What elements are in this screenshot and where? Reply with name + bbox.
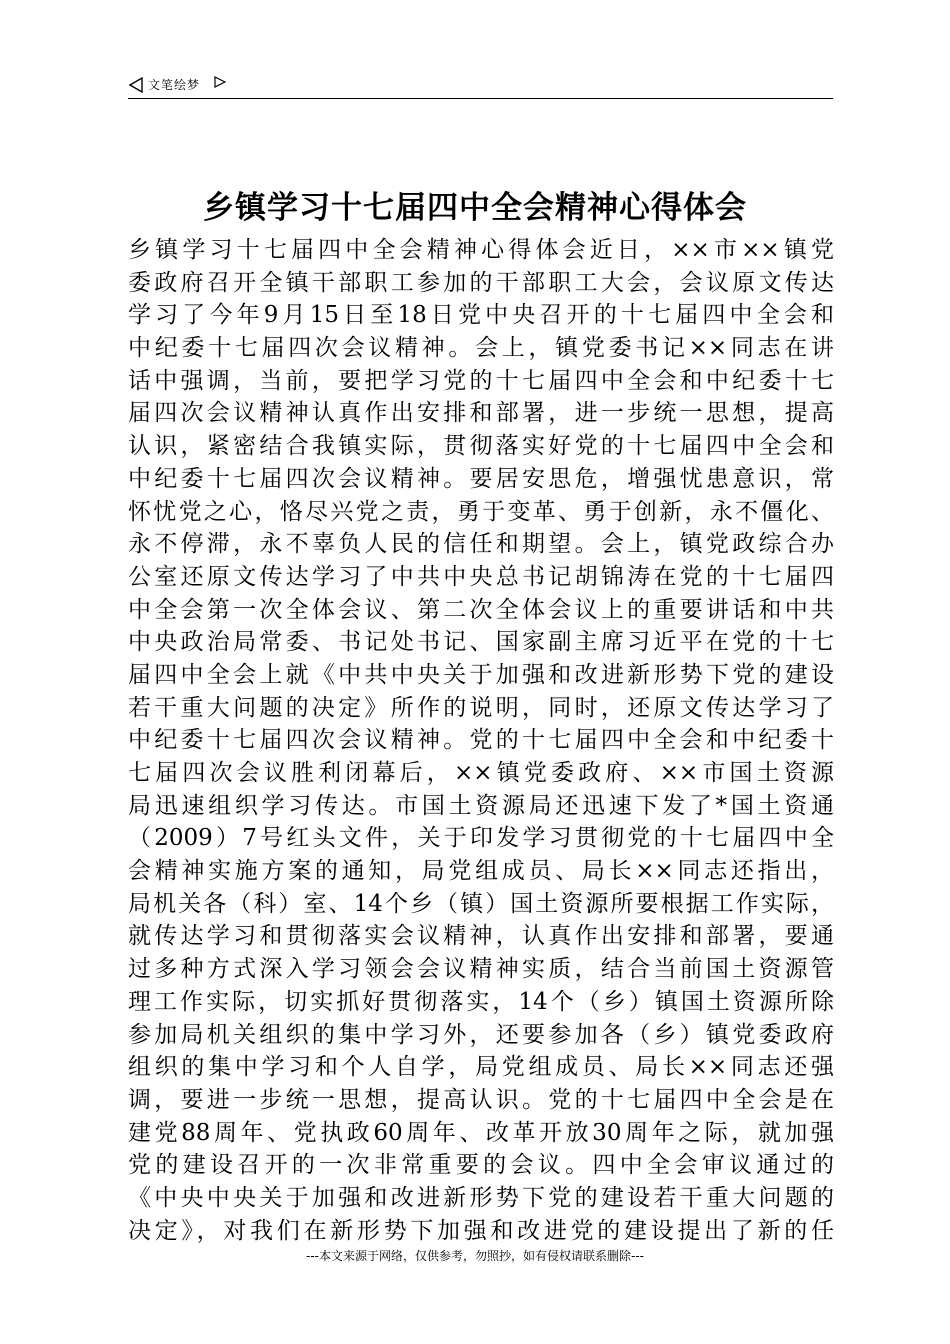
body-line: 学习了今年9月15日至18日党中央召开的十七届四中全会和	[128, 302, 834, 329]
body-line: 中纪委十七届四次会议精神。党的十七届四中全会和中纪委十	[128, 727, 834, 754]
document-body	[128, 234, 834, 1247]
document-title: 乡镇学习十七届四中全会精神心得体会	[203, 190, 747, 226]
body-line: 中纪委十七届四次会议精神。要居安思危，增强忧患意识，常	[128, 465, 834, 492]
body-line: 永不停滞，永不辜负人民的信任和期望。会上，镇党政综合办	[128, 531, 834, 558]
body-line: 中纪委十七届四次会议精神。会上，镇党委书记××同志在讲	[128, 335, 834, 362]
body-line: 理工作实际，切实抓好贯彻落实，14个（乡）镇国土资源所除	[128, 988, 834, 1015]
body-line: 决定》，对我们在新形势下加强和改进党的建设提出了新的任	[128, 1217, 834, 1244]
body-line: 会精神实施方案的通知，局党组成员、局长××同志还指出，	[128, 858, 834, 885]
body-line: 参加局机关组织的集中学习外，还要参加各（乡）镇党委政府	[128, 1021, 834, 1048]
body-line: 局机关各（科）室、14个乡（镇）国土资源所要根据工作实际，	[128, 890, 834, 917]
body-line: 中央政治局常委、书记处书记、国家副主席习近平在党的十七	[128, 629, 834, 656]
body-line: 若干重大问题的决定》所作的说明，同时，还原文传达学习了	[128, 694, 834, 721]
body-line: （2009）7号红头文件，关于印发学习贯彻党的十七届四中全	[128, 825, 834, 852]
header-brand: 文笔绘梦	[148, 78, 201, 92]
body-line: 中全会第一次全体会议、第二次全体会议上的重要讲话和中共	[128, 596, 834, 623]
body-line: 就传达学习和贯彻落实会议精神，认真作出安排和部署，要通	[128, 923, 834, 950]
body-line: 委政府召开全镇干部职工参加的干部职工大会，会议原文传达	[128, 269, 834, 296]
body-line: 乡镇学习十七届四中全会精神心得体会近日，××市××镇党	[128, 237, 834, 263]
page-footer-disclaimer: ---本文来源于网络，仅供参考，勿照抄，如有侵权请联系删除---	[306, 1249, 644, 1263]
body-line: 调，要进一步统一思想，提高认识。党的十七届四中全会是在	[128, 1086, 834, 1113]
triangle-right-outline-icon	[214, 76, 226, 88]
body-line: 局迅速组织学习传达。市国土资源局还迅速下发了*国土资通	[128, 792, 834, 819]
body-line: 话中强调，当前，要把学习党的十七届四中全会和中纪委十七	[128, 367, 834, 394]
triangle-left-outline-icon	[128, 77, 144, 93]
body-line: 认识，紧密结合我镇实际，贯彻落实好党的十七届四中全会和	[128, 433, 834, 460]
body-line: 届四中全会上就《中共中央关于加强和改进新形势下党的建设	[128, 661, 834, 688]
body-line: 届四次会议精神认真作出安排和部署，进一步统一思想，提高	[128, 400, 834, 427]
body-line: 建党88周年、党执政60周年、改革开放30周年之际，就加强	[128, 1119, 834, 1146]
body-line: 怀忧党之心，恪尽兴党之责，勇于变革、勇于创新，永不僵化、	[128, 498, 834, 525]
page-header	[128, 74, 833, 99]
body-line: 过多种方式深入学习领会会议精神实质，结合当前国土资源管	[128, 956, 834, 983]
body-line: 七届四次会议胜利闭幕后，××镇党委政府、××市国土资源	[128, 760, 834, 786]
body-line: 公室还原文传达学习了中共中央总书记胡锦涛在党的十七届四	[128, 563, 834, 590]
body-line: 组织的集中学习和个人自学，局党组成员、局长××同志还强	[128, 1054, 834, 1081]
body-line: 《中央中央关于加强和改进新形势下党的建设若干重大问题的	[128, 1184, 834, 1211]
body-line: 党的建设召开的一次非常重要的会议。四中全会审议通过的	[128, 1152, 834, 1179]
